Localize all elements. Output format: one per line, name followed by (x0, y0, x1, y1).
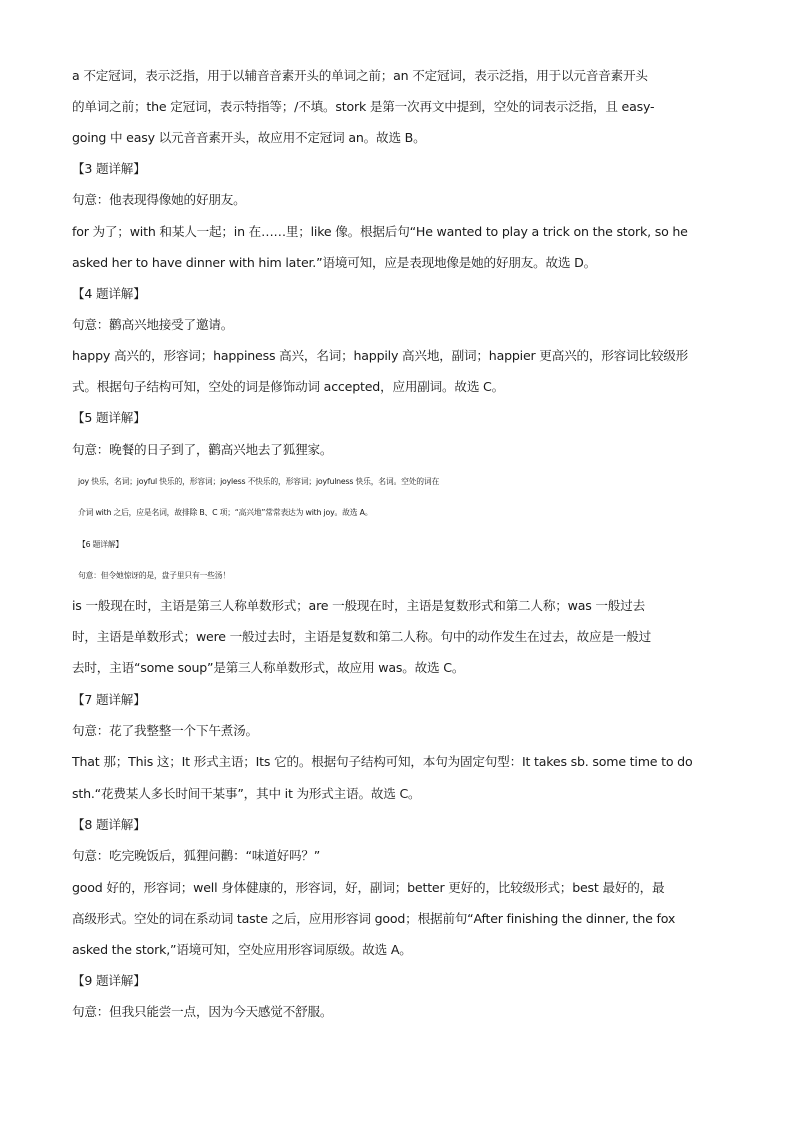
text-line: 高级形式。空处的词在系动词 taste 之后，应用形容词 good；根据前句“After finishing the dinner, the fox (72, 911, 676, 926)
section-heading-7: 【7 题详解】 (72, 692, 146, 707)
section-heading-4: 【4 题详解】 (72, 286, 146, 301)
text-line: joy 快乐，名词；joyful 快乐的，形容词；joyless 不快乐的，形容词；joyfulness 快乐，名词。空处的词在 (78, 477, 440, 486)
text-line: a 不定冠词，表示泛指，用于以辅音音素开头的单词之前；an 不定冠词，表示泛指，用于以元音音素开头 (72, 68, 648, 83)
text-line: happy 高兴的，形容词；happiness 高兴，名词；happily 高兴地，副词；happier 更高兴的，形容词比较级形 (72, 348, 689, 363)
text-line: 时，主语是单数形式；were 一般过去时，主语是复数和第二人称。句中的动作发生在过去，故应是一般过 (72, 629, 652, 644)
sentence-meaning: 句意：但令她惊讶的是，盘子里只有一些汤！ (78, 571, 230, 580)
text-line: asked her to have dinner with him later.”语境可知，应是表现地像是她的好朋友。故选 D。 (72, 255, 597, 270)
text-line: That 那；This 这；It 形式主语；Its 它的。根据句子结构可知，本句为固定句型：It takes sb. some time to do (72, 754, 693, 769)
section-heading-5: 【5 题详解】 (72, 410, 146, 425)
sentence-meaning: 句意：花了我整整一个下午煮汤。 (72, 723, 258, 738)
text-line: going 中 easy 以元音音素开头，故应用不定冠词 an。故选 B。 (72, 130, 426, 145)
text-line: 去时，主语“some soup”是第三人称单数形式，故应用 was。故选 C。 (72, 660, 465, 675)
text-line: good 好的，形容词；well 身体健康的，形容词，好，副词；better 更好的，比较级形式；best 最好的，最 (72, 880, 665, 895)
text-line: sth.“花费某人多长时间干某事”，其中 it 为形式主语。故选 C。 (72, 786, 421, 801)
text-line: for 为了；with 和某人一起；in 在……里；like 像。根据后句“He wanted to play a trick on the stork, so he (72, 224, 688, 239)
section-heading-8: 【8 题详解】 (72, 817, 146, 832)
text-line: 的单词之前；the 定冠词，表示特指等；/不填。stork 是第一次再文中提到，空处的词表示泛指，且 easy- (72, 99, 655, 114)
section-heading-6: 【6 题详解】 (78, 540, 124, 549)
text-line: is 一般现在时，主语是第三人称单数形式；are 一般现在时，主语是复数形式和第二人称；was 一般过去 (72, 598, 645, 613)
sentence-meaning: 句意：晚餐的日子到了，鹳高兴地去了狐狸家。 (72, 442, 333, 457)
section-heading-3: 【3 题详解】 (72, 161, 146, 176)
text-line: 式。根据句子结构可知，空处的词是修饰动词 accepted，应用副词。故选 C。 (72, 379, 505, 394)
sentence-meaning: 句意：鹳高兴地接受了邀请。 (72, 317, 234, 332)
sentence-meaning: 句意：他表现得像她的好朋友。 (72, 192, 246, 207)
section-heading-9: 【9 题详解】 (72, 973, 146, 988)
text-line: asked the stork,”语境可知，空处应用形容词原级。故选 A。 (72, 942, 412, 957)
text-line: 介词 with 之后，应是名词，故排除 B、C 项；“高兴地”常常表达为 with joy。故选 A。 (78, 508, 373, 517)
sentence-meaning: 句意：吃完晚饭后，狐狸问鹳：“味道好吗？” (72, 848, 321, 863)
sentence-meaning: 句意：但我只能尝一点，因为今天感觉不舒服。 (72, 1004, 333, 1019)
